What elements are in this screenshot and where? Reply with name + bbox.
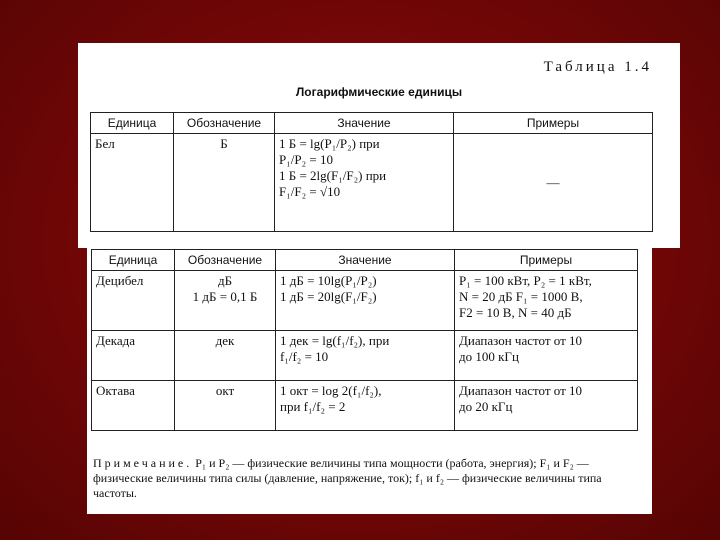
symbol-text: Б: [220, 136, 228, 151]
cell-unit: [91, 134, 174, 232]
value-line: 1 окт = log 2(f₁/f₂),: [280, 383, 382, 398]
cell-value: [276, 271, 455, 331]
table-bottom: [91, 249, 638, 431]
unit-text: Децибел: [96, 273, 144, 288]
value-line: 1 дек = lg(f₁/f₂), при: [280, 333, 390, 348]
examples-line: N = 20 дБ F₁ = 1000 В,: [459, 289, 583, 304]
examples-line: Диапазон частот от 10: [459, 383, 583, 398]
examples-line: до 20 кГц: [459, 399, 513, 414]
note-text: P₁ и P₂ — физические величины типа мощности (работа, энергия); F₁ и F₂ — физические величины типа силы (давление, напряжение, ток); f₁ и f₂ — физические величины типа частоты.: [93, 456, 602, 500]
header-examples: Примеры: [454, 113, 653, 134]
header-value: Значение: [276, 250, 455, 271]
header-symbol: Обозначение: [174, 113, 275, 134]
examples-line: F2 = 10 В, N = 40 дБ: [459, 305, 572, 320]
symbol-text: 1 дБ = 0,1 Б: [192, 289, 258, 304]
cell-symbol: [175, 271, 276, 331]
cell-symbol: [174, 134, 275, 232]
table-number: Таблица 1.4: [543, 59, 652, 75]
cell-unit: [92, 331, 175, 381]
header-unit: Единица: [91, 113, 174, 134]
unit-text: Бел: [95, 136, 115, 151]
table-row: [92, 381, 638, 431]
value-line: P₁/P₂ = 10: [279, 152, 333, 167]
cell-unit: [92, 271, 175, 331]
table-top: [90, 112, 653, 232]
value-line: 1 Б = lg(P₁/P₂) при: [279, 136, 380, 151]
examples-text: —: [546, 174, 560, 190]
cell-examples: [454, 134, 653, 232]
header-unit: Единица: [92, 250, 175, 271]
value-line: F₁/F₂ = √10: [279, 184, 341, 199]
cell-examples: [455, 331, 638, 381]
header-row: [92, 250, 638, 271]
table-row: [92, 271, 638, 331]
cell-examples: [455, 271, 638, 331]
symbol-text: дБ: [217, 273, 233, 288]
table-title: Логарифмические единицы: [295, 85, 463, 99]
cell-value: [276, 381, 455, 431]
cell-unit: [92, 381, 175, 431]
header-examples: Примеры: [455, 250, 638, 271]
value-line: f₁/f₂ = 10: [280, 349, 329, 364]
cell-value: [276, 331, 455, 381]
top-sheet: [78, 43, 680, 248]
unit-text: Декада: [96, 333, 136, 348]
table-row: [91, 134, 653, 232]
examples-line: P₁ = 100 кВт, P₂ = 1 кВт,: [459, 273, 592, 288]
examples-line: до 100 кГц: [459, 349, 519, 364]
cell-value: [275, 134, 454, 232]
cell-symbol: [175, 381, 276, 431]
table-note: [93, 456, 648, 501]
unit-text: Октава: [96, 383, 135, 398]
cell-symbol: [175, 331, 276, 381]
header-symbol: Обозначение: [175, 250, 276, 271]
table-row: [92, 331, 638, 381]
value-line: при f₁/f₂ = 2: [280, 399, 346, 414]
examples-line: Диапазон частот от 10: [459, 333, 583, 348]
symbol-text: дек: [215, 333, 235, 348]
symbol-text: окт: [215, 383, 235, 398]
note-label: Примечание.: [93, 456, 193, 470]
header-value: Значение: [275, 113, 454, 134]
value-line: 1 дБ = 20lg(F₁/F₂): [280, 289, 377, 304]
value-line: 1 дБ = 10lg(P₁/P₂): [280, 273, 377, 288]
header-row: [91, 113, 653, 134]
value-line: 1 Б = 2lg(F₁/F₂) при: [279, 168, 387, 183]
bottom-sheet: [87, 244, 652, 514]
cell-examples: [455, 381, 638, 431]
